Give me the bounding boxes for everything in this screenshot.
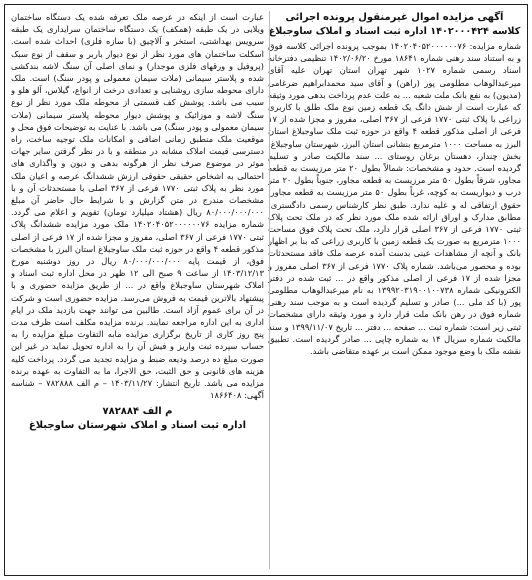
notice-column-left [11,11,264,569]
column-divider [269,11,270,569]
notice-page [4,4,528,576]
notice-subtitle: کلاسه ۱۴۰۲۰۰۰۴۲۴ اداره ثبت اسناد و املاک ساوجبلاغ [268,26,521,37]
notice-body-right: شماره مزایده: ۱۴۰۲۰۴۰۵۲۰۰۰۰۰۰۷۶ بموجب پرونده اجرائی کلاسه فوق و به استناد سند رهنی شماره ۱۸۶۴۱ مورخ ۱۴۰۲/۰۶/۲۰ تنظیمی دفترخانه اسناد رسمی شماره ۱۰۲۷ شهر تهران استان تهران علیه آقای میرعبدالوهاب مطلومی پور (راهن) و آقای سید محمدابراهیم ضرغامی (مدیون) به نفع بانک ملت شعبه ... به علت عدم پرداخت بدهی مورد وثیقه که عبارت است از شش دانگ یک قطعه زمین نوع ملک طلق با کاربری زراعی با پلاک ثبتی ۱۷۷۰ فرعی از ۳۶۷ اصلی، مفروز و مجزا شده از ۱۷ فرعی از اصلی مذکور قطعه ۴ واقع در حوزه ثبت ملک ساوجبلاغ استان البرز به مساحت ۱۰۰۰ مترمربع بنشانی استان البرز، شهرستان ساوجبلاغ، بخش چندار، دهستان برغان روستای ... سند مالکیت صادر و تسلیم گردیده است. حدود و مشخصات: شمالاً بطول ۲۰ متر مرزیست به قطعه مجاور، شرقاً بطول ۵۰ متر مرزیست به قطعه مجاور، جنوباً بطول ۲۰ متر درب و دیواریست به کوچه، غرباً بطول ۵۰ متر مرزیست به قطعه مجاور. حقوق ارتفاقی له و علیه ندارد. طبق نظر کارشناس رسمی دادگستری: مطابق مدارک و اوراق ارائه شده ملک مورد نظر که در ملک تحت پلاک ثبتی ۱۷۷۰ فرعی از ۳۶۷ اصلی قرار دارد، ملک تحت پلاک فوق مساحت ۱۰۰۰ مترمربع به صورت یک قطعه زمین با کاربری زراعی که بنا بر اظهار بانک و آنچه از مشاهدات عینی بدست آمده عرصه ملک فاقد مستحدثات بوده و محصور می‌باشد. شماره پلاک ۱۷۷۰ فرعی از ۳۶۷ اصلی مفروز و مجزا شده از ۱۷ فرعی از اصلی مذکور واقع در ... ثبت شده در دفتر الکترونیکی شماره ۱۳۹۹۲۰۳۱۹۰۰۱۰۰۷۳۸ به نام میرعبدالوهاب مطلومی پور (با کد ملی ...) صادر و تسلیم گردیده است و به موجب سند رهنی شماره فوق در رهن بانک ملت قرار دارد و مورد وثیقه دارای مشخصات ثبتی زیر است: شماره ثبت ... صفحه ... دفتر ... تاریخ ۱۳۹۹/۱۱/۰۷ و سند مالکیت شماره سریال ۱۴ به شماره چاپی ... صادر گردیده است. تطبیق نقشه ملک با وضع موجود ممکن است بر عهده متقاضی باشد. [268,41,521,357]
notice-column-right [268,11,521,569]
notice-title: آگهی مزایده اموال غیرمنقول پرونده اجرائی [285,12,504,23]
notice-signature-id: م الف ۷۸۲۸۸۴ [102,405,173,417]
notice-signature-office: اداره ثبت اسناد و املاک شهرستان ساوجبلاغ [28,419,247,431]
notice-body-left: عبارت است از اینکه در عرصه ملک تعرفه شده یک دستگاه ساختمان ویلایی در یک طبقه (همکف) یک دستگاه ساختمان سرایداری یک طبقه سرویس بهداشتی، استخر و آلاچیق (با سازه فلزی) احداث شده است. اسکلت ساختمان های مورد نظر از نوع دیوار باربر و سقف از نوع سبک (پروفیل و ورقهای فلزی موجدار) و نمای اصلی آن سنگ لاشه بندکشی شده و پلاستر سیمانی (ملات سیمان معمولی و پودر سنگ) است. ملک دارای محوطه سازی روشنایی و تعدادی درخت از انواع، گیلاس، آلو هلو و سیب می باشد. پوشش کف قسمتی از محوطه ملک مورد نظر از نوع سنگ لاشه و موزائیک و پوشش دیوار محوطه پلاستر سیمانی (ملات سیمان معمولی و پودر سنگ) می باشد. با عنایت به توضیحات فوق محل و موقعیت ملک منطبق زمانی اضافی و امکانات ملک توجیه ساخت، راه دسترسی قیمت املاک مشابه در منطقه و با در نظر گرفتن سایر جهات موثر در موضوع صرف نظر از هرگونه بدهی و دیون و واگذاری های احتمالی به اشخاص حقیقی حقوقی ارزش ششدانگ عرصه و اعیان ملک مورد نظر به پلاک ثبتی ۱۷۷۰ فرعی از ۳۶۷ اصلی با مستحدثات آن و با مشخصات مندرج در متن گزارش و با شرایط حال حاضر آن مبلغ ۸۰/۰۰۰/۰۰۰/۰۰۰ ریال (هشتاد میلیارد تومان) تقویم و اعلام می گردد. شماره مزایده ۱۴۰۲۰۴۰۵۲۰۰۰۰۰۰۷۶ ملک مورد مزایده ششدانگ پلاک ثبتی ۱۷۷۰ فرعی از ۳۶۷ اصلی، مفروز و مجزا شده از ۱۷ فرعی از اصلی مذکور قطعه ۴ واقع در حوزه ثبت ملک ساوجبلاغ استان البرز با مشخصات فوق، از قیمت پایه ۸۰/۰۰۰/۰۰۰/۰۰۰ ریال در روز دوشنبه مورخ ۱۴۰۳/۱۲/۱۳ از ساعت ۹ صبح الی ۱۲ ظهر در محل اداره ثبت اسناد و املاک شهرستان ساوجبلاغ واقع در ... از طریق مزایده حضوری و با پیشنهاد بالاترین قیمت به فروش می‌رسد. مزایده حضوری است و شرکت در آن برای عموم آزاد است. طالبین می توانند جهت بازدید ملک در ایام اداری به این اداره مراجعه نمایند. برنده مزایده مکلف است ظرف مدت پنج روز کاری از تاریخ برگزاری مزایده مابه التفاوت مبلغ مزایده را به حساب سپرده ثبت واریز و فیش آن را به اداره تحویل نماید در غیر این صورت مبلغ ده درصد ودیعه ضبط و مزایده تجدید می گردد. پرداخت کلیه هزینه های قانونی و حق الثبت، حق الاجرا، ما به التفاوت به عهده برنده مزایده می باشد. تاریخ انتشار: ۱۴۰۳/۱۱/۲۷ – م الف ۷۸۲۸۸۸ – شناسه آگهی: ۱۸۶۶۴۰۸ [11,12,264,401]
